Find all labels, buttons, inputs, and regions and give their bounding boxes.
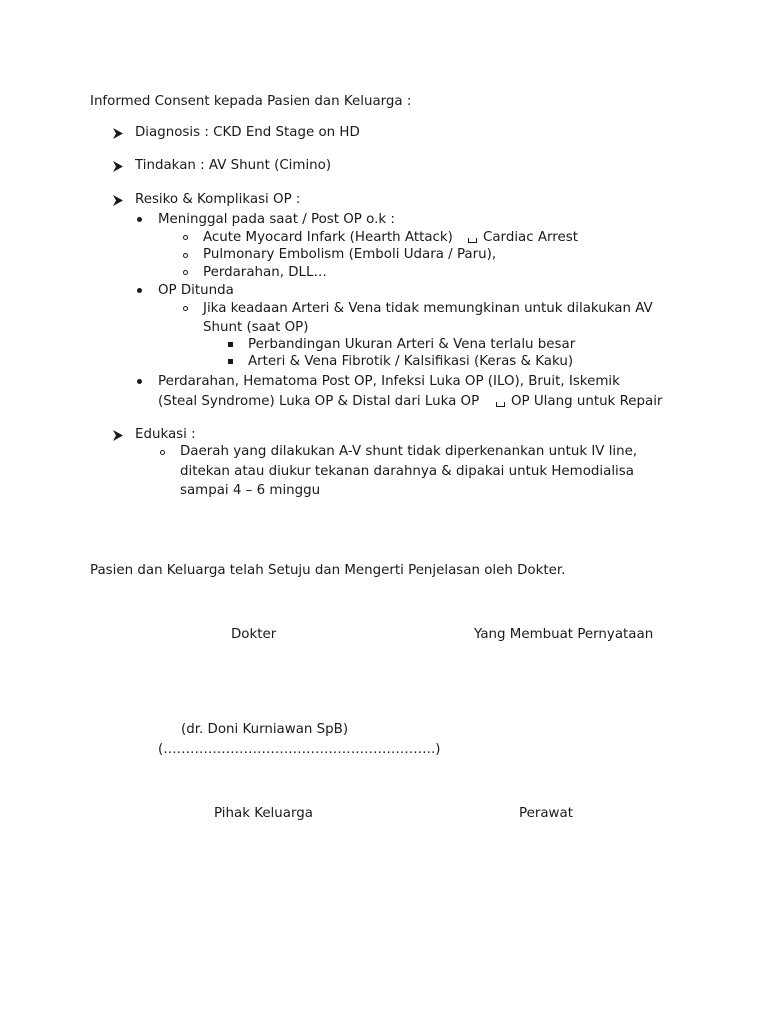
edukasi-line-1: Daerah yang dilakukan A-V shunt tidak diperkenankan untuk IV line,	[180, 444, 638, 459]
agreement-statement: Pasien dan Keluarga telah Setuju dan Mengerti Penjelasan oleh Dokter.	[90, 563, 566, 578]
arrowhead-icon	[113, 128, 123, 139]
hollow-circle-icon	[160, 450, 165, 455]
perdarahan-line-1: Perdarahan, Hematoma Post OP, Infeksi Luka OP (ILO), Bruit, Iskemik	[158, 374, 620, 389]
hollow-circle-icon	[183, 235, 188, 240]
edukasi-line-2: ditekan atau diukur tekanan darahnya & dipakai untuk Hemodialisa	[180, 464, 634, 479]
hollow-circle-icon	[183, 306, 188, 311]
cardiac-arrest-text: Cardiac Arrest	[483, 230, 578, 245]
resiko-heading: Resiko & Komplikasi OP :	[135, 192, 301, 207]
doctor-name: (dr. Doni Kurniawan SpB)	[181, 722, 349, 737]
filled-square-icon	[228, 342, 233, 347]
filled-dot-icon	[137, 288, 142, 293]
edukasi-heading: Edukasi :	[135, 427, 196, 442]
perawat-label: Perawat	[519, 806, 573, 821]
hollow-circle-icon	[183, 253, 188, 258]
perbandingan-text: Perbandingan Ukuran Arteri & Vena terlalu besar	[248, 337, 576, 352]
diagnosis-text: Diagnosis : CKD End Stage on HD	[135, 125, 360, 140]
hollow-circle-icon	[183, 270, 188, 275]
arrow-symbol-icon	[496, 402, 505, 407]
dokter-label: Dokter	[231, 627, 277, 642]
filled-dot-icon	[137, 217, 142, 222]
filled-dot-icon	[137, 379, 142, 384]
arrowhead-icon	[113, 195, 123, 206]
meninggal-text: Meninggal pada saat / Post OP o.k :	[158, 212, 395, 227]
op-ditunda-text: OP Ditunda	[158, 283, 234, 298]
jika-line-1: Jika keadaan Arteri & Vena tidak memungkinan untuk dilakukan AV	[203, 301, 653, 316]
arrowhead-icon	[113, 161, 123, 172]
op-ulang-text: OP Ulang untuk Repair	[511, 394, 663, 409]
acute-text: Acute Myocard Infark (Hearth Attack)	[203, 230, 453, 245]
perdarahan-line-2: (Steal Syndrome) Luka OP & Distal dari Luka OP	[158, 394, 480, 409]
arteri-vena-text: Arteri & Vena Fibrotik / Kalsifikasi (Keras & Kaku)	[248, 354, 574, 369]
signature-dotted-line: (…………………………………………………….)	[158, 742, 441, 757]
arrow-symbol-icon	[468, 238, 477, 243]
perdarahan-dll-text: Perdarahan, DLL…	[203, 265, 327, 280]
pihak-keluarga-label: Pihak Keluarga	[214, 806, 313, 821]
jika-line-2: Shunt (saat OP)	[203, 320, 309, 335]
tindakan-text: Tindakan : AV Shunt (Cimino)	[135, 158, 332, 173]
document-title: Informed Consent kepada Pasien dan Keluarga :	[90, 94, 412, 109]
edukasi-line-3: sampai 4 – 6 minggu	[180, 483, 321, 498]
pulmonary-text: Pulmonary Embolism (Emboli Udara / Paru),	[203, 247, 497, 262]
filled-square-icon	[228, 359, 233, 364]
arrowhead-icon	[113, 430, 123, 441]
yang-membuat-label: Yang Membuat Pernyataan	[474, 627, 654, 642]
